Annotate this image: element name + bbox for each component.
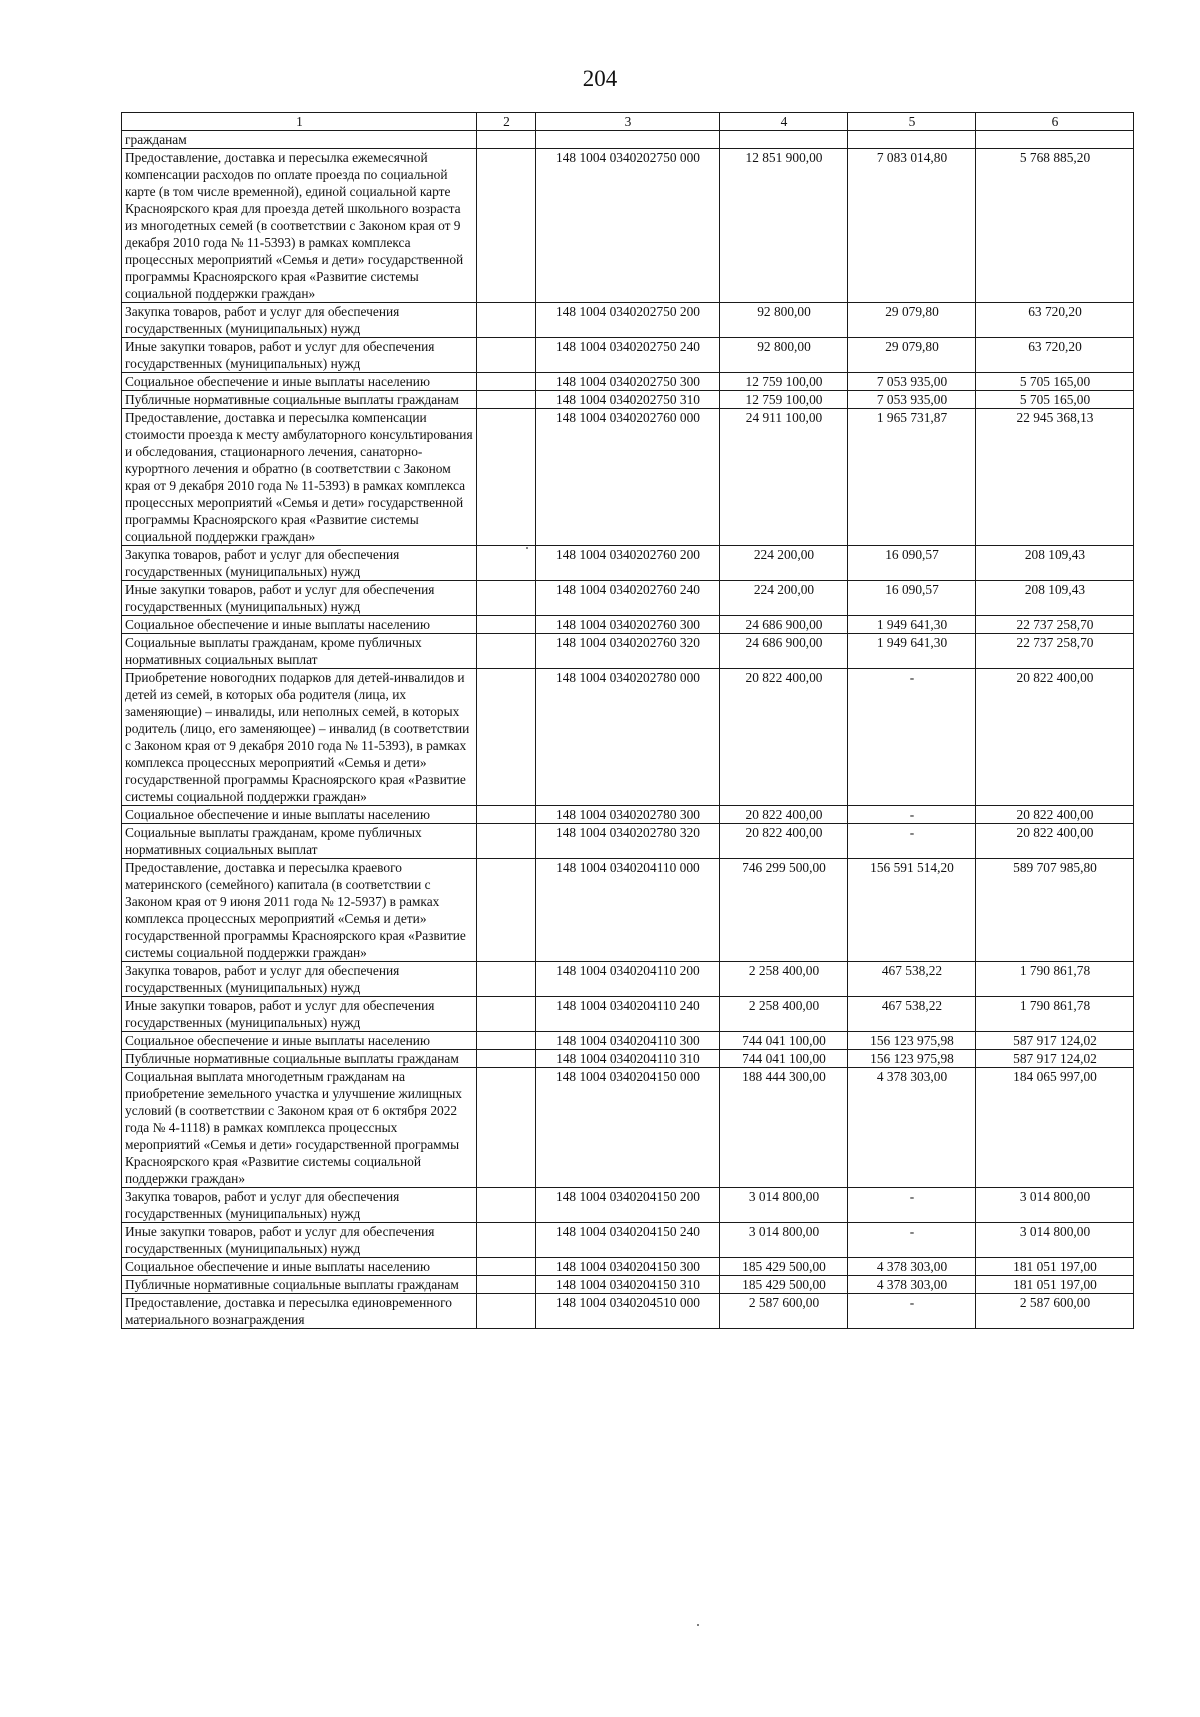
table-row [122, 1294, 1134, 1329]
row-col2 [477, 131, 536, 149]
table-body [122, 113, 1134, 1329]
row-value-5: 4 378 303,00 [848, 1068, 976, 1188]
row-code: 148 1004 0340204110 000 [536, 859, 720, 962]
row-value-4: 2 258 400,00 [720, 962, 848, 997]
row-value-5: 29 079,80 [848, 303, 976, 338]
table-row [122, 338, 1134, 373]
row-code: 148 1004 0340204150 200 [536, 1188, 720, 1223]
table-row [122, 1223, 1134, 1258]
row-code: 148 1004 0340204110 300 [536, 1032, 720, 1050]
table-row [122, 131, 1134, 149]
row-value-6: 184 065 997,00 [976, 1068, 1134, 1188]
row-name: Закупка товаров, работ и услуг для обеспечения государственных (муниципальных) нужд [122, 962, 477, 997]
table-row [122, 859, 1134, 962]
row-value-6: 63 720,20 [976, 303, 1134, 338]
row-col2 [477, 824, 536, 859]
row-value-4: 20 822 400,00 [720, 669, 848, 806]
row-code: 148 1004 0340202760 000 [536, 409, 720, 546]
row-code: 148 1004 0340204150 240 [536, 1223, 720, 1258]
row-name: Иные закупки товаров, работ и услуг для обеспечения государственных (муниципальных) нужд [122, 1223, 477, 1258]
table-row [122, 669, 1134, 806]
row-value-6: 22 737 258,70 [976, 616, 1134, 634]
row-col2 [477, 581, 536, 616]
row-value-6: 20 822 400,00 [976, 806, 1134, 824]
row-name: Предоставление, доставка и пересылка компенсации стоимости проезда к месту амбулаторного консультирования и обследования, стационарного лечения, санаторно-курортного лечения и обратно (в соответствии с Законом края от 9 декабря 2010 года № 11-5393) в рамках комплекса процессных мероприятий «Семья и дети» государственной программы Красноярского края «Развитие системы социальной поддержки граждан» [122, 409, 477, 546]
row-col2 [477, 303, 536, 338]
row-col2 [477, 634, 536, 669]
row-name: Иные закупки товаров, работ и услуг для обеспечения государственных (муниципальных) нужд [122, 997, 477, 1032]
column-header: 5 [848, 113, 976, 131]
row-col2 [477, 373, 536, 391]
row-name: Предоставление, доставка и пересылка единовременного материального вознаграждения [122, 1294, 477, 1329]
row-value-5: 16 090,57 [848, 581, 976, 616]
row-value-4: 3 014 800,00 [720, 1188, 848, 1223]
row-code: 148 1004 0340204110 240 [536, 997, 720, 1032]
row-col2 [477, 1294, 536, 1329]
row-value-5 [848, 131, 976, 149]
row-value-4: 12 851 900,00 [720, 149, 848, 303]
table-row [122, 634, 1134, 669]
row-name: Социальное обеспечение и иные выплаты населению [122, 1032, 477, 1050]
row-name: Предоставление, доставка и пересылка ежемесячной компенсации расходов по оплате проезда по социальной карте (в том числе временной), единой социальной карте Красноярского края для проезда детей школьного возраста из многодетных семей (в соответствии с Законом края от 9 декабря 2010 года № 11-5393) в рамках комплекса процессных мероприятий «Семья и дети» государственной программы Красноярского края «Развитие системы социальной поддержки граждан» [122, 149, 477, 303]
row-value-4: 224 200,00 [720, 546, 848, 581]
row-value-5: 156 123 975,98 [848, 1050, 976, 1068]
table-row [122, 1032, 1134, 1050]
row-value-4: 3 014 800,00 [720, 1223, 848, 1258]
row-value-5: 4 378 303,00 [848, 1258, 976, 1276]
row-name: Социальное обеспечение и иные выплаты населению [122, 616, 477, 634]
row-value-6: 208 109,43 [976, 546, 1134, 581]
row-value-4: 746 299 500,00 [720, 859, 848, 962]
row-code: 148 1004 0340202780 320 [536, 824, 720, 859]
row-name: Социальное обеспечение и иные выплаты населению [122, 806, 477, 824]
row-value-6: 589 707 985,80 [976, 859, 1134, 962]
row-value-6: 181 051 197,00 [976, 1276, 1134, 1294]
row-col2 [477, 1188, 536, 1223]
column-header: 3 [536, 113, 720, 131]
row-value-6: 5 768 885,20 [976, 149, 1134, 303]
row-code: 148 1004 0340202750 310 [536, 391, 720, 409]
table-row [122, 616, 1134, 634]
row-value-6: 3 014 800,00 [976, 1223, 1134, 1258]
scan-speck [697, 1624, 699, 1626]
table-row [122, 303, 1134, 338]
row-name: Предоставление, доставка и пересылка краевого материнского (семейного) капитала (в соответствии с Законом края от 9 июня 2011 года № 12-5937) в рамках комплекса процессных мероприятий «Семья и дети» государственной программы Красноярского края «Развитие системы социальной поддержки граждан» [122, 859, 477, 962]
row-value-4: 185 429 500,00 [720, 1258, 848, 1276]
column-header: 2 [477, 113, 536, 131]
row-code: 148 1004 0340204150 310 [536, 1276, 720, 1294]
row-value-5: - [848, 824, 976, 859]
row-code: 148 1004 0340202760 200 [536, 546, 720, 581]
row-value-5: 7 053 935,00 [848, 373, 976, 391]
row-code [536, 131, 720, 149]
row-value-4: 92 800,00 [720, 338, 848, 373]
row-value-6: 587 917 124,02 [976, 1050, 1134, 1068]
table-row [122, 962, 1134, 997]
row-value-5: 467 538,22 [848, 997, 976, 1032]
table-row [122, 546, 1134, 581]
row-value-5: 467 538,22 [848, 962, 976, 997]
row-value-5: - [848, 806, 976, 824]
row-value-4: 24 686 900,00 [720, 616, 848, 634]
row-value-5: - [848, 1188, 976, 1223]
row-value-6: 5 705 165,00 [976, 391, 1134, 409]
row-value-5: - [848, 669, 976, 806]
row-value-6: 1 790 861,78 [976, 962, 1134, 997]
row-col2 [477, 1223, 536, 1258]
row-value-5: 1 965 731,87 [848, 409, 976, 546]
header-row [122, 113, 1134, 131]
row-col2 [477, 1050, 536, 1068]
row-value-4: 224 200,00 [720, 581, 848, 616]
table-row [122, 581, 1134, 616]
row-col2 [477, 669, 536, 806]
row-value-5: 156 123 975,98 [848, 1032, 976, 1050]
table-row [122, 149, 1134, 303]
page-number: 204 [582, 66, 618, 91]
row-code: 148 1004 0340204110 310 [536, 1050, 720, 1068]
row-col2 [477, 409, 536, 546]
scan-speck [526, 547, 528, 549]
row-code: 148 1004 0340204150 000 [536, 1068, 720, 1188]
row-code: 148 1004 0340204110 200 [536, 962, 720, 997]
row-value-4: 24 911 100,00 [720, 409, 848, 546]
row-value-6 [976, 131, 1134, 149]
row-code: 148 1004 0340202750 200 [536, 303, 720, 338]
table-row [122, 409, 1134, 546]
row-value-5: - [848, 1294, 976, 1329]
row-name: Публичные нормативные социальные выплаты гражданам [122, 1050, 477, 1068]
row-value-6: 22 737 258,70 [976, 634, 1134, 669]
row-code: 148 1004 0340202750 300 [536, 373, 720, 391]
row-value-5: 16 090,57 [848, 546, 976, 581]
budget-table [121, 112, 1134, 1329]
row-value-4: 24 686 900,00 [720, 634, 848, 669]
row-value-5: 156 591 514,20 [848, 859, 976, 962]
row-value-6: 208 109,43 [976, 581, 1134, 616]
row-name: Социальные выплаты гражданам, кроме публичных нормативных социальных выплат [122, 824, 477, 859]
row-col2 [477, 616, 536, 634]
column-header: 6 [976, 113, 1134, 131]
row-value-6: 181 051 197,00 [976, 1258, 1134, 1276]
row-col2 [477, 997, 536, 1032]
row-value-5: 1 949 641,30 [848, 616, 976, 634]
row-code: 148 1004 0340204510 000 [536, 1294, 720, 1329]
row-name: Социальное обеспечение и иные выплаты населению [122, 373, 477, 391]
row-name: Социальная выплата многодетным гражданам на приобретение земельного участка и улучшение жилищных условий (в соответствии с Законом края от 6 октября 2022 года № 4-1118) в рамках комплекса процессных мероприятий «Семья и дети» государственной программы Красноярского края «Развитие системы социальной поддержки граждан» [122, 1068, 477, 1188]
table-row [122, 997, 1134, 1032]
row-value-4: 12 759 100,00 [720, 373, 848, 391]
row-col2 [477, 1258, 536, 1276]
row-value-6: 1 790 861,78 [976, 997, 1134, 1032]
row-name: Социальное обеспечение и иные выплаты населению [122, 1258, 477, 1276]
table-row [122, 1188, 1134, 1223]
table-row [122, 1258, 1134, 1276]
row-col2 [477, 338, 536, 373]
row-value-5: - [848, 1223, 976, 1258]
row-name: Иные закупки товаров, работ и услуг для обеспечения государственных (муниципальных) нужд [122, 581, 477, 616]
row-col2 [477, 962, 536, 997]
row-code: 148 1004 0340202750 240 [536, 338, 720, 373]
row-name: Приобретение новогодних подарков для детей-инвалидов и детей из семей, в которых оба родителя (лица, их заменяющие) – инвалиды, или неполных семей, в которых родитель (лицо, его заменяющее) – инвалид (в соответствии с Законом края от 9 декабря 2010 года № 11-5393), в рамках комплекса процессных мероприятий «Семья и дети» государственной программы Красноярского края «Развитие системы социальной поддержки граждан» [122, 669, 477, 806]
row-value-5: 7 053 935,00 [848, 391, 976, 409]
row-name: Закупка товаров, работ и услуг для обеспечения государственных (муниципальных) нужд [122, 303, 477, 338]
row-value-4: 744 041 100,00 [720, 1050, 848, 1068]
row-value-6: 20 822 400,00 [976, 669, 1134, 806]
row-value-6: 2 587 600,00 [976, 1294, 1134, 1329]
row-value-5: 4 378 303,00 [848, 1276, 976, 1294]
row-value-4: 12 759 100,00 [720, 391, 848, 409]
row-value-5: 1 949 641,30 [848, 634, 976, 669]
table-row [122, 824, 1134, 859]
row-code: 148 1004 0340202760 240 [536, 581, 720, 616]
row-value-4: 188 444 300,00 [720, 1068, 848, 1188]
row-col2 [477, 1032, 536, 1050]
row-name: Публичные нормативные социальные выплаты гражданам [122, 1276, 477, 1294]
row-value-4: 2 258 400,00 [720, 997, 848, 1032]
row-value-4: 20 822 400,00 [720, 824, 848, 859]
row-value-4: 185 429 500,00 [720, 1276, 848, 1294]
row-col2 [477, 1276, 536, 1294]
row-value-4: 20 822 400,00 [720, 806, 848, 824]
row-value-6: 63 720,20 [976, 338, 1134, 373]
row-name: Публичные нормативные социальные выплаты гражданам [122, 391, 477, 409]
row-name: гражданам [122, 131, 477, 149]
table-row [122, 373, 1134, 391]
row-col2 [477, 546, 536, 581]
row-code: 148 1004 0340202760 320 [536, 634, 720, 669]
row-value-4: 2 587 600,00 [720, 1294, 848, 1329]
row-value-6: 587 917 124,02 [976, 1032, 1134, 1050]
table-row [122, 1050, 1134, 1068]
row-col2 [477, 806, 536, 824]
row-value-4: 744 041 100,00 [720, 1032, 848, 1050]
column-header: 4 [720, 113, 848, 131]
row-code: 148 1004 0340202760 300 [536, 616, 720, 634]
row-code: 148 1004 0340202780 300 [536, 806, 720, 824]
row-col2 [477, 859, 536, 962]
row-code: 148 1004 0340204150 300 [536, 1258, 720, 1276]
row-col2 [477, 391, 536, 409]
column-header: 1 [122, 113, 477, 131]
row-code: 148 1004 0340202780 000 [536, 669, 720, 806]
row-col2 [477, 149, 536, 303]
row-name: Иные закупки товаров, работ и услуг для обеспечения государственных (муниципальных) нужд [122, 338, 477, 373]
table-row [122, 391, 1134, 409]
table-row [122, 1276, 1134, 1294]
row-value-6: 20 822 400,00 [976, 824, 1134, 859]
table-row [122, 1068, 1134, 1188]
row-value-6: 22 945 368,13 [976, 409, 1134, 546]
row-name: Закупка товаров, работ и услуг для обеспечения государственных (муниципальных) нужд [122, 546, 477, 581]
row-value-6: 3 014 800,00 [976, 1188, 1134, 1223]
row-value-6: 5 705 165,00 [976, 373, 1134, 391]
row-col2 [477, 1068, 536, 1188]
table-row [122, 806, 1134, 824]
row-value-5: 29 079,80 [848, 338, 976, 373]
row-value-4: 92 800,00 [720, 303, 848, 338]
row-name: Социальные выплаты гражданам, кроме публичных нормативных социальных выплат [122, 634, 477, 669]
row-name: Закупка товаров, работ и услуг для обеспечения государственных (муниципальных) нужд [122, 1188, 477, 1223]
row-value-5: 7 083 014,80 [848, 149, 976, 303]
row-code: 148 1004 0340202750 000 [536, 149, 720, 303]
row-value-4 [720, 131, 848, 149]
